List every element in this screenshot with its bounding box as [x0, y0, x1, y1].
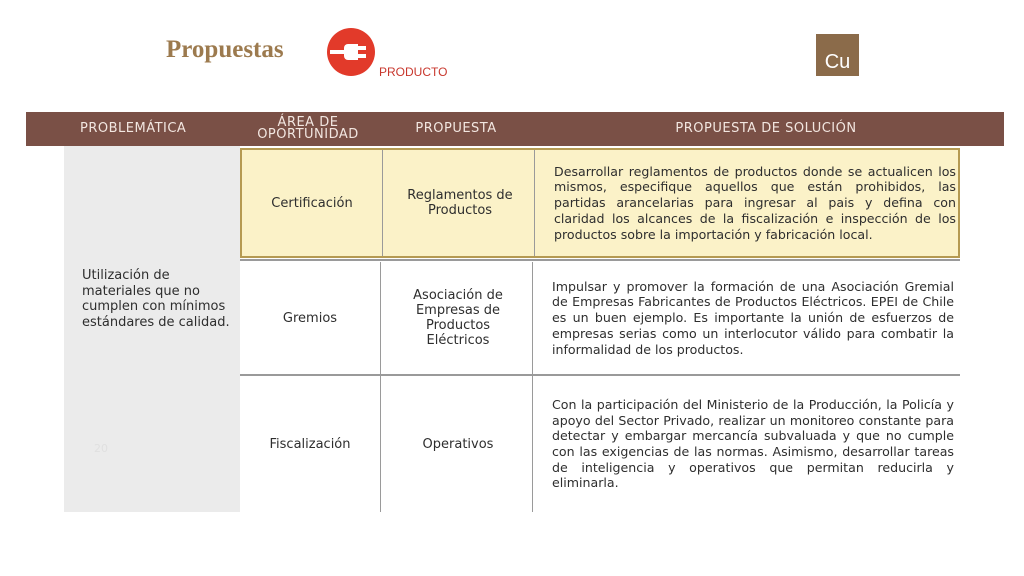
propuesta-cell: Asociación de Empresas de Productos Eléctricos — [413, 288, 503, 348]
cu-badge: Cu — [816, 34, 859, 76]
table-row — [240, 262, 960, 374]
plug-icon — [327, 28, 375, 76]
solucion-cell: Con la participación del Ministerio de la Producción, la Policía y apoyo del Sector Privado, realizar un monitoreo constante para detectar y embargar mercancía subvaluada y que no cumple con las exigencias de las normas. Asimismo, desarrollar tareas de inteligencia y operativos que permitan reducirla y eliminarla. — [552, 396, 954, 491]
logo-label: PRODUCTO — [379, 65, 448, 79]
table-row — [240, 376, 960, 512]
problematica-cell — [64, 146, 240, 512]
solucion-cell: Impulsar y promover la formación de una Asociación Gremial de Empresas Fabricantes de Productos Eléctricos. EPEI de Chile es un buen ejemplo. Es importante la unión de esfuerzos de empresas serias como un interlocutor válido para combatir la informalidad de los productos. — [552, 278, 954, 357]
faint-number: 20 — [94, 442, 108, 455]
area-cell: Gremios — [282, 310, 338, 326]
slide-title: Propuestas — [166, 36, 284, 63]
table-body — [64, 146, 960, 512]
problematica-text: Utilización de materiales que no cumplen con mínimos estándares de calidad. — [82, 268, 230, 330]
propuesta-cell: Operativos — [422, 436, 494, 452]
solucion-cell: Desarrollar reglamentos de productos donde se actualicen los mismos, especifique aquellos que están prohibidos, las partidas arancelarias para ingresar al pais y defina con claridad los alcances de la fiscalización e inspección de los productos sobre la importación y fabricación local. — [554, 163, 956, 242]
propuesta-cell: Reglamentos de Productos — [407, 188, 513, 218]
area-cell: Fiscalización — [269, 436, 351, 452]
table-header — [26, 112, 1004, 146]
header-area: ÁREA DE OPORTUNIDAD — [257, 115, 359, 142]
area-cell: Certificación — [271, 195, 353, 211]
header-propuesta: PROPUESTA — [415, 121, 497, 136]
header-problematica: PROBLEMÁTICA — [80, 121, 187, 136]
table-row — [240, 148, 960, 258]
header-solucion: PROPUESTA DE SOLUCIÓN — [675, 121, 857, 136]
